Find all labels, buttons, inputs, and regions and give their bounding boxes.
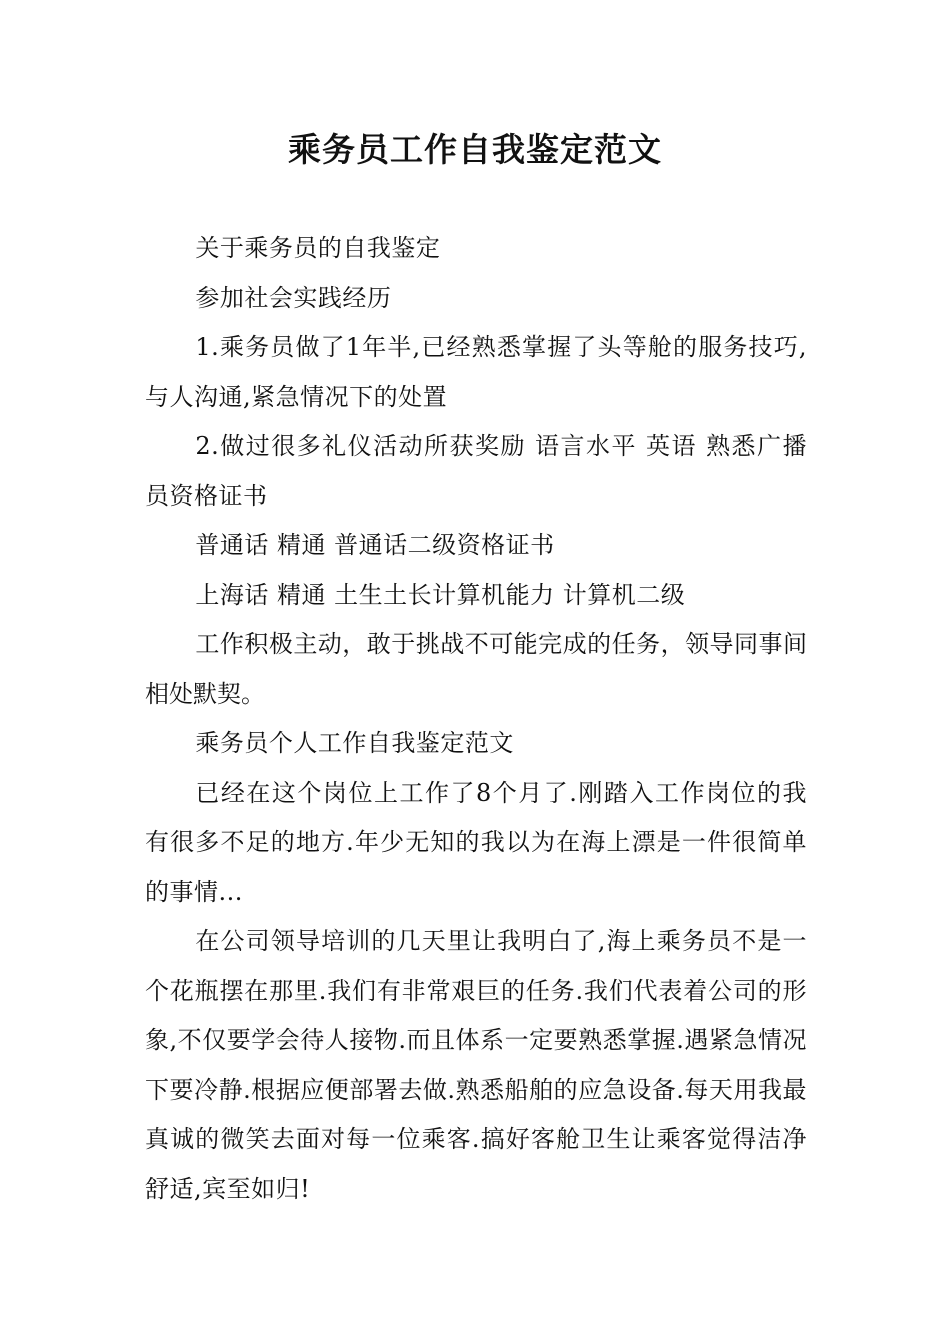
- document-title: 乘务员工作自我鉴定范文: [288, 130, 662, 169]
- paragraph-experience-8-months: 已经在这个岗位上工作了8个月了.刚踏入工作岗位的我有很多不足的地方.年少无知的我以为在海上漂是一件很简单的事情...: [145, 778, 807, 906]
- paragraph-shanghainese: 上海话 精通 土生土长计算机能力 计算机二级: [195, 580, 686, 609]
- paragraph-training: 在公司领导培训的几天里让我明白了,海上乘务员不是一个花瓶摆在那里.我们有非常艰巨的任务.我们代表着公司的形象,不仅要学会待人接物.而且体系一定要熟悉掌握.遇紧急情况下要冷静.根据应便部署去做.熟悉船舶的应急设备.每天用我最真诚的微笑去面对每一位乘客.搞好客舱卫生让乘客觉得洁净舒适,宾至如归!: [145, 927, 807, 1203]
- paragraph-section-heading: 乘务员个人工作自我鉴定范文: [195, 729, 514, 757]
- paragraph-item-2: 2.做过很多礼仪活动所获奖励 语言水平 英语 熟悉广播员资格证书: [145, 432, 807, 510]
- paragraph-experience-heading: 参加社会实践经历: [195, 283, 392, 312]
- paragraph-item-1: 1.乘务员做了1年半,已经熟悉掌握了头等舱的服务技巧,与人沟通,紧急情况下的处置: [145, 333, 807, 411]
- paragraph-work-attitude: 工作积极主动，敢于挑战不可能完成的任务，领导同事间相处默契。: [145, 630, 807, 708]
- paragraph-intro-heading: 关于乘务员的自我鉴定: [195, 234, 441, 262]
- document-body: [145, 224, 807, 1214]
- paragraph-mandarin: 普通话 精通 普通话二级资格证书: [195, 531, 555, 559]
